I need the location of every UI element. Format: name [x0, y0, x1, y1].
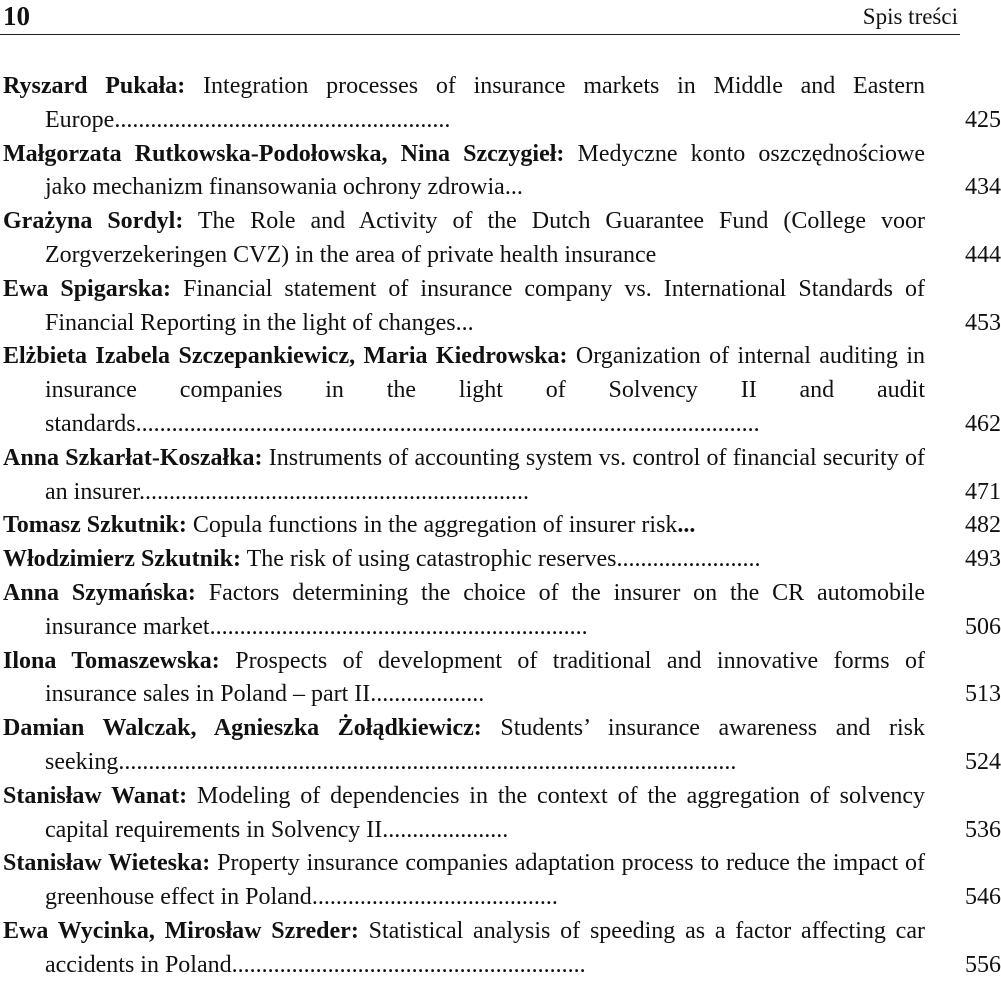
entry-page-number: 453	[965, 309, 1001, 336]
entry-page-number: 513	[965, 681, 1001, 708]
leader-dots: ...................	[370, 681, 485, 708]
toc-entry[interactable]	[0, 340, 1001, 441]
leader-dots: ...	[504, 174, 523, 201]
entry-title: Copula functions in the aggregation of insurer risk	[192, 512, 678, 539]
entry-title: Prospects of development of traditional and innovative forms of insurance sales in Poland – part II	[45, 647, 926, 708]
entry-title: Property insurance companies adaptation process to reduce the impact of greenhouse effect in Poland	[45, 850, 925, 911]
entry-title: Modeling of dependencies in the context of the aggregation of solvency capital requirements in Solvency II	[45, 782, 925, 843]
leader-dots: ........................................................	[114, 106, 451, 133]
entry-title: Students’ insurance awareness and risk seeking	[45, 715, 926, 775]
entry-authors: Ryszard Pukała:	[3, 73, 186, 99]
entry-authors: Elżbieta Izabela Szczepankiewicz, Maria Kiedrowska:	[3, 343, 568, 370]
entry-title: The Role and Activity of the Dutch Guarantee Fund (College voor Zorgverzekeringen CVZ) in the area of private health insurance	[45, 208, 925, 268]
entry-page-number: 434	[965, 174, 1001, 201]
entry-page-number: 493	[965, 546, 1001, 573]
toc-entry[interactable]	[0, 645, 1001, 713]
entry-page-number: 471	[965, 478, 1001, 505]
entry-title: Financial statement of insurance company vs. International Standards of Financial Reporting in the light of changes	[45, 275, 925, 336]
entry-page-number: 524	[965, 748, 1001, 775]
leader-dots: ........................	[616, 546, 761, 573]
leader-dots: ...............................................................	[209, 613, 588, 640]
entry-authors: Ewa Spigarska:	[3, 275, 172, 302]
entry-page-number: 425	[965, 106, 1001, 133]
entry-page-number: 462	[965, 410, 1001, 437]
entry-authors: Anna Szymańska:	[3, 579, 196, 606]
toc-entry[interactable]	[0, 847, 1001, 915]
leader-dots: ...........................................................	[231, 951, 586, 978]
entry-page-number: 546	[965, 884, 1001, 911]
entry-page-number: 536	[965, 816, 1001, 843]
toc-entry[interactable]	[0, 138, 1001, 206]
entry-title: The risk of using catastrophic reserves	[246, 546, 617, 573]
toc-entry[interactable]	[0, 273, 1001, 341]
toc-entry[interactable]	[0, 543, 1001, 577]
toc-entry[interactable]	[0, 915, 1001, 983]
entry-title: Medyczne konto oszczędnościowe jako mechanizm finansowania ochrony zdrowia	[45, 140, 925, 201]
entry-title: Integration processes of insurance markets in Middle and Eastern Europe	[45, 73, 926, 133]
entry-authors: Małgorzata Rutkowska-Podołowska, Nina Szczygieł:	[3, 140, 565, 167]
leader-dots: .................................................................	[138, 478, 529, 505]
entry-authors: Grażyna Sordyl:	[3, 208, 184, 235]
toc-entry[interactable]	[0, 205, 1001, 273]
leader-dots: .....................	[382, 816, 509, 843]
toc-entry[interactable]	[0, 509, 1001, 543]
leader-dots: ...	[455, 309, 474, 336]
entry-title: Factors determining the choice of the insurer on the CR automobile insurance market	[45, 579, 925, 640]
running-head: Spis treści	[862, 4, 958, 29]
toc-entry[interactable]	[0, 712, 1001, 780]
leader-dots: ...	[677, 512, 696, 539]
entry-title: Organization of internal auditing in insurance companies in the light of Solvency II and audit standards	[45, 343, 926, 437]
entry-page-number: 482	[965, 512, 1001, 539]
entry-authors: Ilona Tomaszewska:	[3, 647, 220, 674]
entry-page-number: 444	[965, 241, 1001, 268]
toc-entry[interactable]	[0, 577, 1001, 645]
leader-dots: ........................................................................................................	[135, 410, 760, 437]
table-of-contents	[0, 70, 1001, 983]
page-number: 10	[3, 1, 30, 31]
entry-page-number: 506	[965, 613, 1001, 640]
entry-authors: Damian Walczak, Agnieszka Żołądkiewicz:	[3, 715, 482, 742]
entry-authors: Ewa Wycinka, Mirosław Szreder:	[3, 917, 359, 944]
toc-entry[interactable]	[0, 780, 1001, 848]
entry-authors: Anna Szkarłat-Koszałka:	[3, 444, 263, 471]
entry-title: Instruments of accounting system vs. control of financial security of an insurer	[45, 444, 925, 505]
entry-authors: Stanisław Wieteska:	[3, 850, 211, 877]
leader-dots: .......................................................................................................	[118, 748, 737, 775]
entry-authors: Włodzimierz Szkutnik:	[3, 546, 241, 573]
entry-page-number: 556	[965, 951, 1001, 978]
toc-entry[interactable]	[0, 70, 1001, 138]
leader-dots: .........................................	[311, 884, 558, 911]
page-header	[0, 0, 960, 35]
toc-entry[interactable]	[0, 442, 1001, 510]
entry-authors: Stanisław Wanat:	[3, 782, 188, 809]
entry-authors: Tomasz Szkutnik:	[3, 512, 187, 539]
entry-title: Statistical analysis of speeding as a factor affecting car accidents in Poland	[45, 917, 925, 978]
